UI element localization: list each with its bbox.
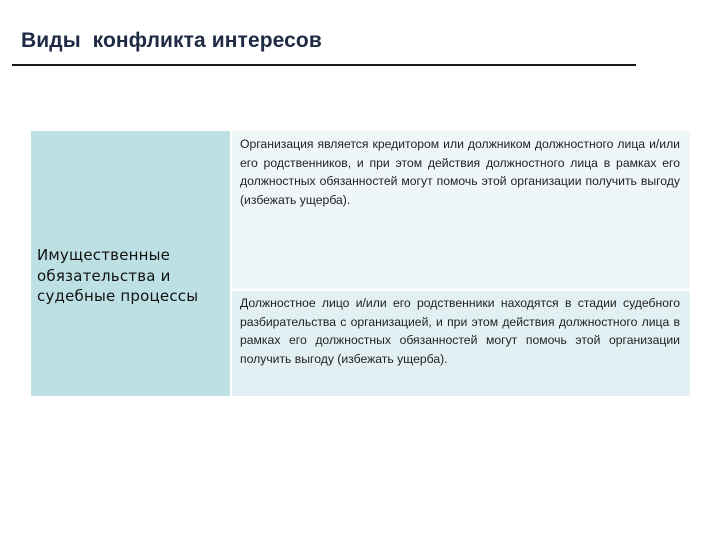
category-label: Имущественные обязательства и судебные процессы bbox=[37, 246, 199, 305]
category-cell bbox=[31, 131, 230, 396]
description-cell-creditor: Организация является кредитором или должником должностного лица и/или его родственников, и при этом действия должностного лица в рамках его должностных обязанностей могут помочь этой организации получить выгоду (избежать ущерба). bbox=[232, 131, 690, 289]
page-title: Виды конфликта интересов bbox=[21, 29, 322, 52]
title-divider bbox=[12, 64, 636, 66]
conflict-types-table bbox=[31, 131, 690, 396]
description-cell-litigation: Должностное лицо и/или его родственники находятся в стадии судебного разбирательства с организацией, и при этом действия должностного лица в рамках его должностных обязанностей могут помочь этой организации получить выгоду (избежать ущерба). bbox=[232, 291, 690, 396]
